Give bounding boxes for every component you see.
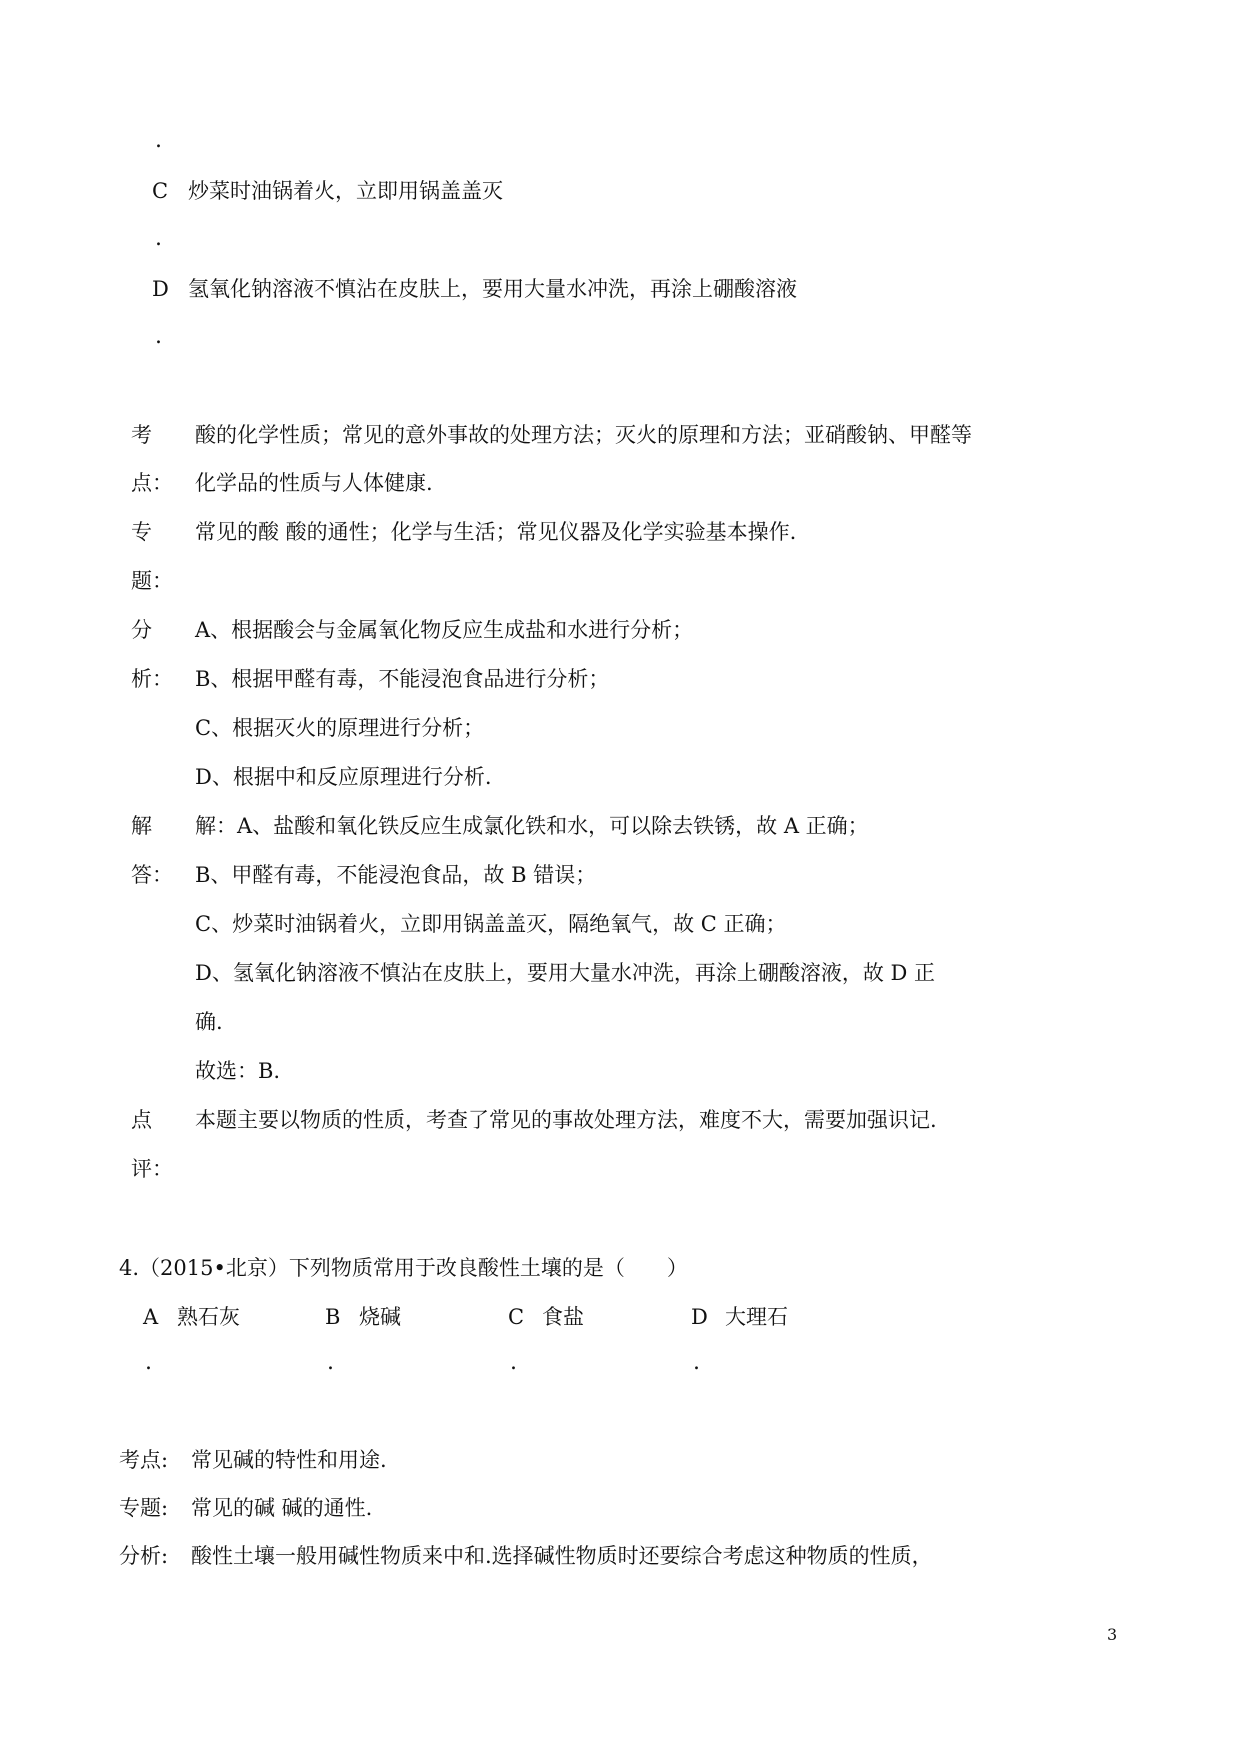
q4-fenxi-text: 酸性土壤一般用碱性物质来中和.选择碱性物质时还要综合考虑这种物质的性质， (191, 1544, 933, 1568)
zhuanti-line-1: 常见的酸 酸的通性；化学与生活；常见仪器及化学实验基本操作. (195, 520, 797, 544)
q4-option-d-text: 大理石 (725, 1305, 788, 1329)
q4-stem: 4.（2015•北京）下列物质常用于改良酸性土壤的是（ ） (119, 1256, 688, 1280)
option-d-letter: D (152, 277, 169, 301)
dianping-label-2: 评： (131, 1157, 173, 1181)
q4-kaodian-label: 考点: (119, 1448, 169, 1472)
q4-option-c-dot: . (510, 1350, 517, 1375)
q4-option-b-dot: . (327, 1350, 334, 1375)
option-b-dot: . (155, 128, 162, 153)
jieda-line-1: 解：A、盐酸和氧化铁反应生成氯化铁和水，可以除去铁锈，故 A 正确； (195, 814, 869, 838)
q4-option-c-letter: C (508, 1305, 525, 1329)
kaodian-line-1: 酸的化学性质；常见的意外事故的处理方法；灭火的原理和方法；亚硝酸钠、甲醛等 (195, 423, 972, 447)
zhuanti-label-1: 专 (131, 520, 152, 544)
option-c-text: 炒菜时油锅着火，立即用锅盖盖灭 (188, 179, 503, 203)
q4-zhuanti-label: 专题: (119, 1496, 169, 1520)
page-number: 3 (1107, 1625, 1118, 1644)
jieda-line-4: D、氢氧化钠溶液不慎沾在皮肤上，要用大量水冲洗，再涂上硼酸溶液，故 D 正 (195, 961, 936, 985)
jieda-label-2: 答： (131, 863, 173, 887)
dianping-line-1: 本题主要以物质的性质，考查了常见的事故处理方法，难度不大，需要加强识记. (195, 1108, 937, 1132)
dianping-label-1: 点 (131, 1108, 152, 1132)
fenxi-label-1: 分 (131, 618, 152, 642)
option-d-dot: . (155, 324, 162, 349)
fenxi-line-a: A、根据酸会与金属氧化物反应生成盐和水进行分析； (195, 618, 694, 642)
q4-option-d-letter: D (691, 1305, 708, 1329)
q4-fenxi-label: 分析: (119, 1544, 169, 1568)
zhuanti-label-2: 题： (131, 569, 173, 593)
fenxi-line-d: D、根据中和反应原理进行分析. (195, 765, 492, 789)
jieda-line-2: B、甲醛有毒，不能浸泡食品，故 B 错误； (195, 863, 597, 887)
q4-option-a-text: 熟石灰 (177, 1305, 240, 1329)
q4-option-a-dot: . (145, 1350, 152, 1375)
jieda-line-3: C、炒菜时油锅着火，立即用锅盖盖灭，隔绝氧气，故 C 正确； (195, 912, 787, 936)
q4-zhuanti-text: 常见的碱 碱的通性. (191, 1496, 373, 1520)
fenxi-label-2: 析： (131, 667, 173, 691)
fenxi-line-c: C、根据灭火的原理进行分析； (195, 716, 485, 740)
q4-option-c-text: 食盐 (542, 1305, 584, 1329)
q4-kaodian-text: 常见碱的特性和用途. (191, 1448, 387, 1472)
q4-option-a-letter: A (143, 1305, 159, 1329)
q4-option-b-text: 烧碱 (359, 1305, 401, 1329)
kaodian-label-1: 考 (131, 423, 152, 447)
option-c-letter: C (152, 179, 169, 203)
q4-option-b-letter: B (325, 1305, 341, 1329)
option-d-text: 氢氧化钠溶液不慎沾在皮肤上，要用大量水冲洗，再涂上硼酸溶液 (188, 277, 797, 301)
kaodian-line-2: 化学品的性质与人体健康. (195, 471, 433, 495)
jieda-label-1: 解 (131, 814, 152, 838)
option-c-dot: . (155, 226, 162, 251)
fenxi-line-b: B、根据甲醛有毒，不能浸泡食品进行分析； (195, 667, 610, 691)
q4-option-d-dot: . (693, 1350, 700, 1375)
jieda-line-6: 故选：B. (195, 1059, 281, 1083)
jieda-line-5: 确. (195, 1010, 223, 1034)
kaodian-label-2: 点： (131, 471, 173, 495)
